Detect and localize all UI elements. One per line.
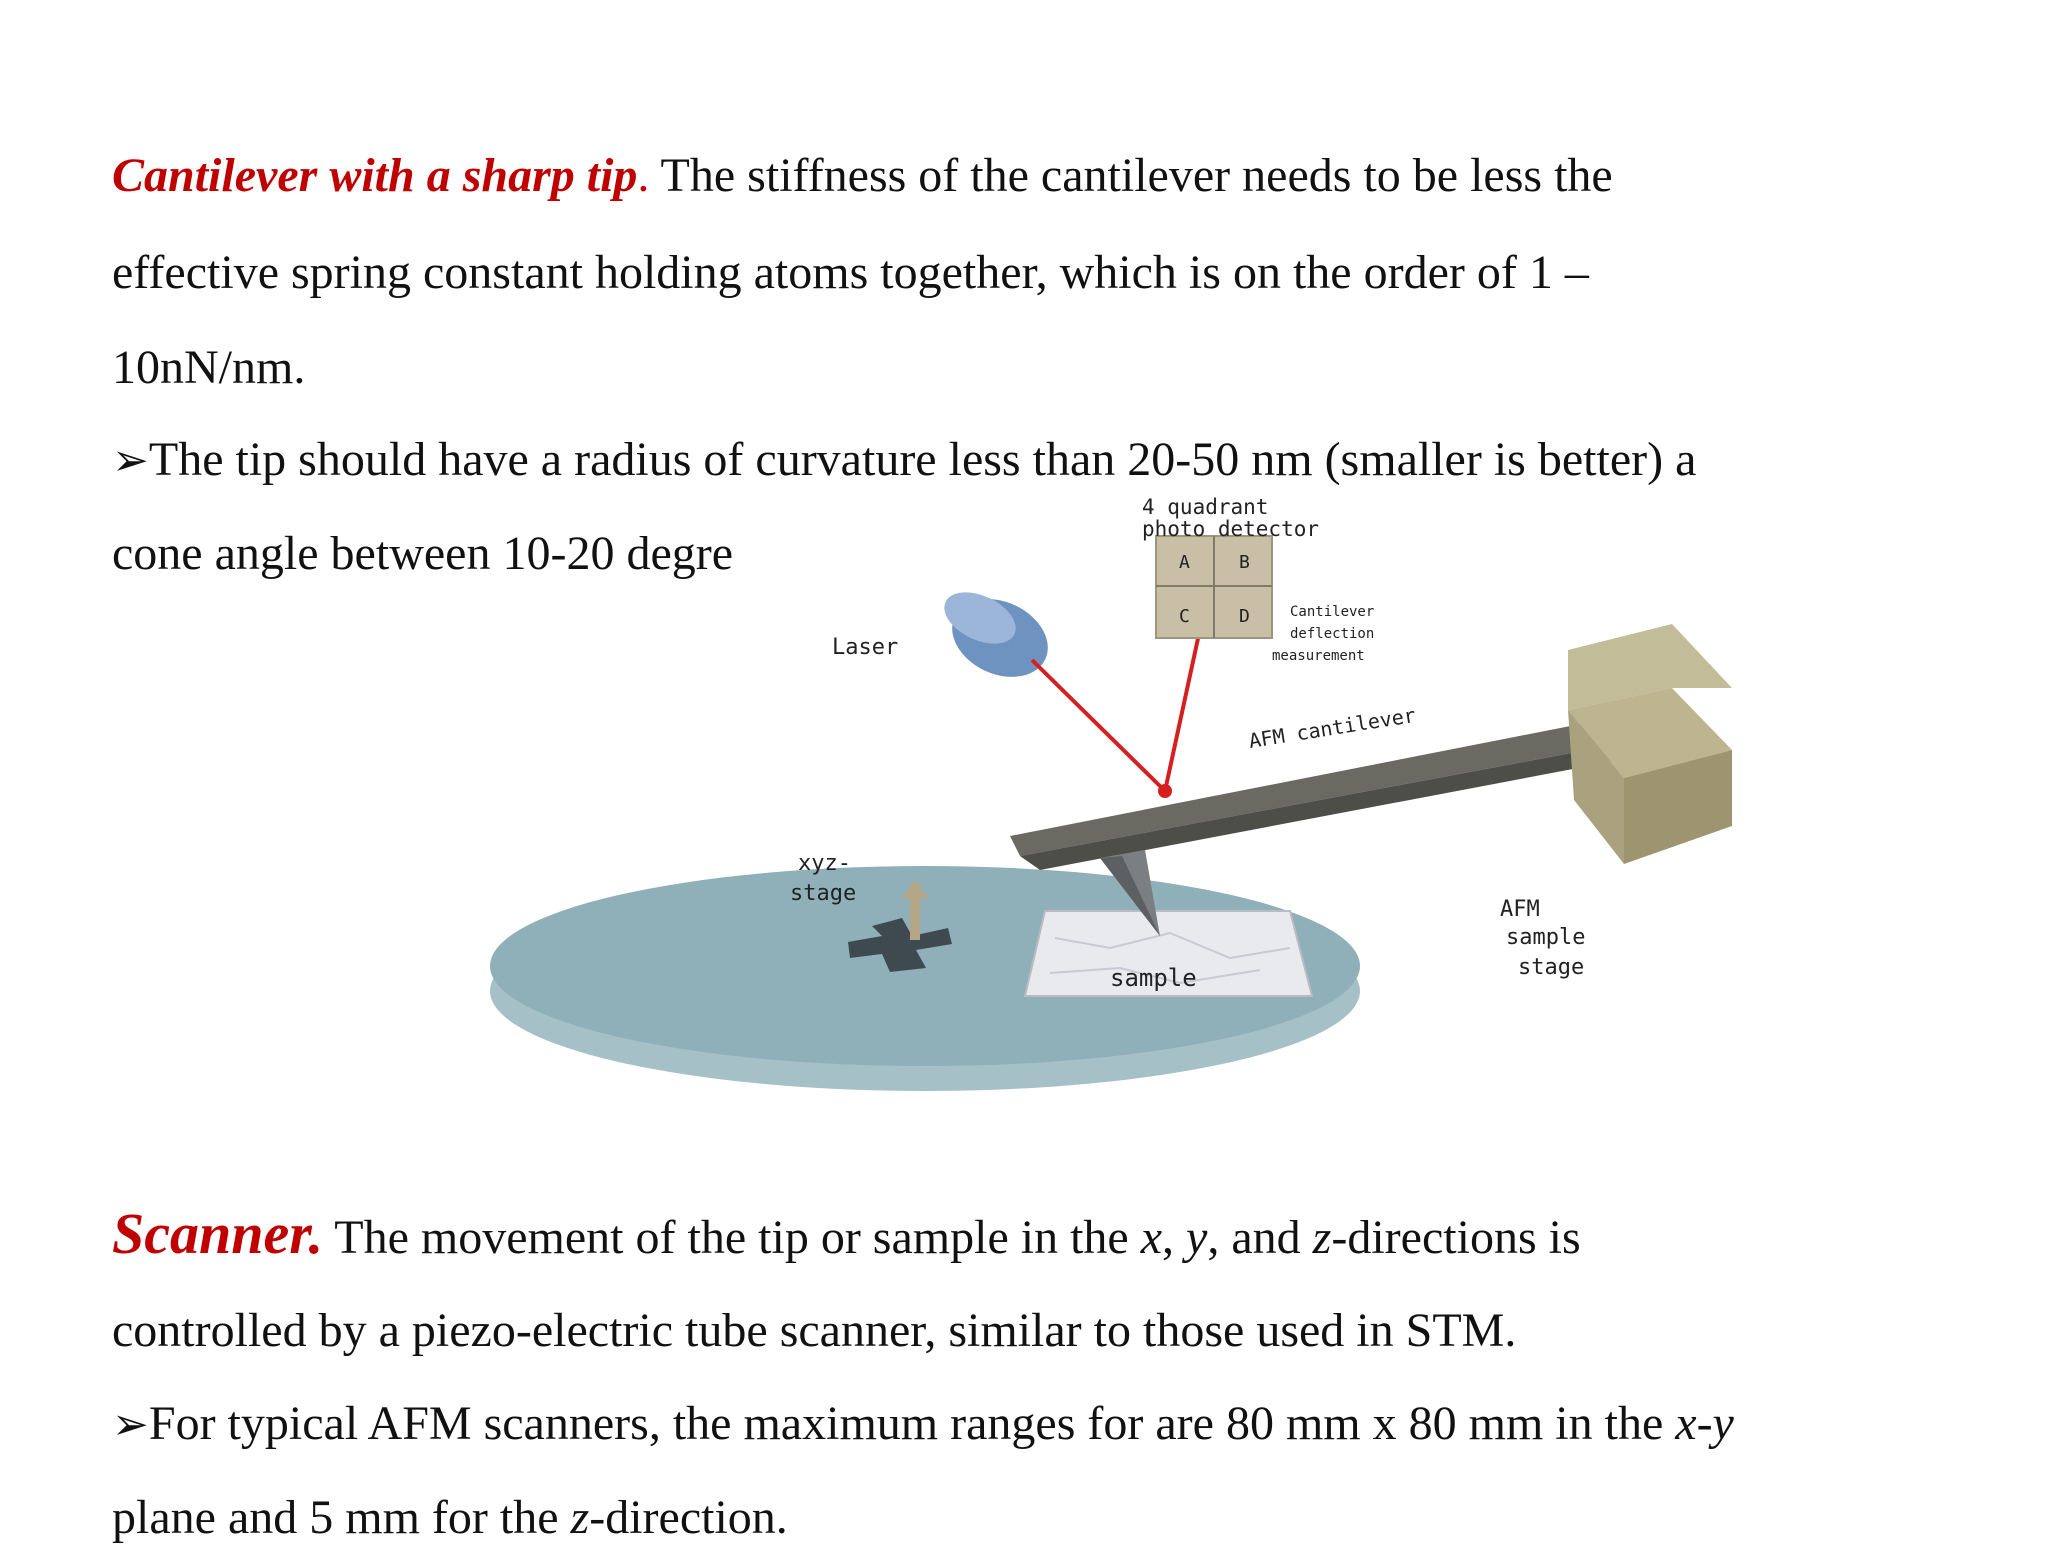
- quadrant-b-label: B: [1239, 552, 1250, 573]
- section2-line1: [112, 1201, 1581, 1266]
- sep-2: , and: [1207, 1211, 1313, 1264]
- deflection-label-line2: deflection: [1290, 626, 1375, 642]
- xyz-stage-label-line1: xyz-: [798, 851, 851, 876]
- bullet-arrow-icon: ➢: [112, 1400, 149, 1449]
- section2-bullet-text: For typical AFM scanners, the maximum ranges for are 80 mm x 80 mm in the: [148, 1397, 1676, 1450]
- detector-label-line1: 4 quadrant: [1142, 495, 1269, 519]
- section1-text-1: The stiffness of the cantilever needs to be less the: [649, 149, 1613, 202]
- xyz-stage-label-line2: stage: [790, 881, 857, 906]
- laser-label: Laser: [832, 635, 899, 660]
- quadrant-c-label: C: [1179, 606, 1190, 627]
- section1-line1: [112, 148, 1613, 204]
- sep-1: ,: [1162, 1211, 1187, 1264]
- xy-var: x-y: [1675, 1397, 1734, 1450]
- section2-text-4b: -direction.: [589, 1491, 788, 1544]
- section2-line2: controlled by a piezo-electric tube scanner, similar to those used in STM.: [112, 1304, 1517, 1357]
- section2-heading: Scanner.: [112, 1201, 324, 1266]
- bullet-text-1: The tip should have a radius of curvature less than 20-50 nm (smaller is better) a: [148, 433, 1697, 486]
- deflection-label-line3: measurement: [1272, 648, 1365, 664]
- section2-text-1a: The movement of the tip or sample in the: [323, 1211, 1141, 1264]
- stage-label-line2: sample: [1506, 925, 1586, 950]
- section2-bullet-line1: [112, 1396, 1734, 1453]
- deflection-label-line1: Cantilever: [1290, 604, 1375, 620]
- afm-diagram: [250, 478, 1880, 1118]
- stage-label-line3: stage: [1518, 955, 1585, 980]
- section1-line3: 10nN/nm.: [112, 341, 306, 394]
- section2-line4: [112, 1490, 788, 1546]
- stage-label-line1: AFM: [1500, 897, 1540, 922]
- section1-heading: Cantilever with a sharp tip: [112, 149, 638, 202]
- cantilever-label: AFM cantilever: [1247, 702, 1418, 753]
- heading-period: .: [637, 149, 650, 202]
- photo-detector: [1156, 536, 1272, 638]
- laser-icon: [936, 582, 1060, 692]
- bullet-arrow-icon: ➢: [112, 436, 149, 485]
- z-var-2: z: [570, 1491, 590, 1544]
- y-var: y: [1186, 1211, 1208, 1264]
- section1-bullet-line2: cone angle between 10-20 degre: [112, 527, 734, 580]
- section2-text-4a: plane and 5 mm for the: [112, 1491, 571, 1544]
- cantilever-mount-block: [1568, 624, 1732, 864]
- sample-label: sample: [1110, 964, 1197, 992]
- quadrant-a-label: A: [1179, 552, 1190, 573]
- section2-text-1b: -directions is: [1331, 1211, 1581, 1264]
- section1-line2: effective spring constant holding atoms together, which is on the order of 1 –: [112, 246, 1589, 299]
- z-var: z: [1312, 1211, 1332, 1264]
- x-var: x: [1140, 1211, 1163, 1264]
- quadrant-d-label: D: [1239, 606, 1250, 627]
- detector-label-line2: photo detector: [1142, 517, 1320, 541]
